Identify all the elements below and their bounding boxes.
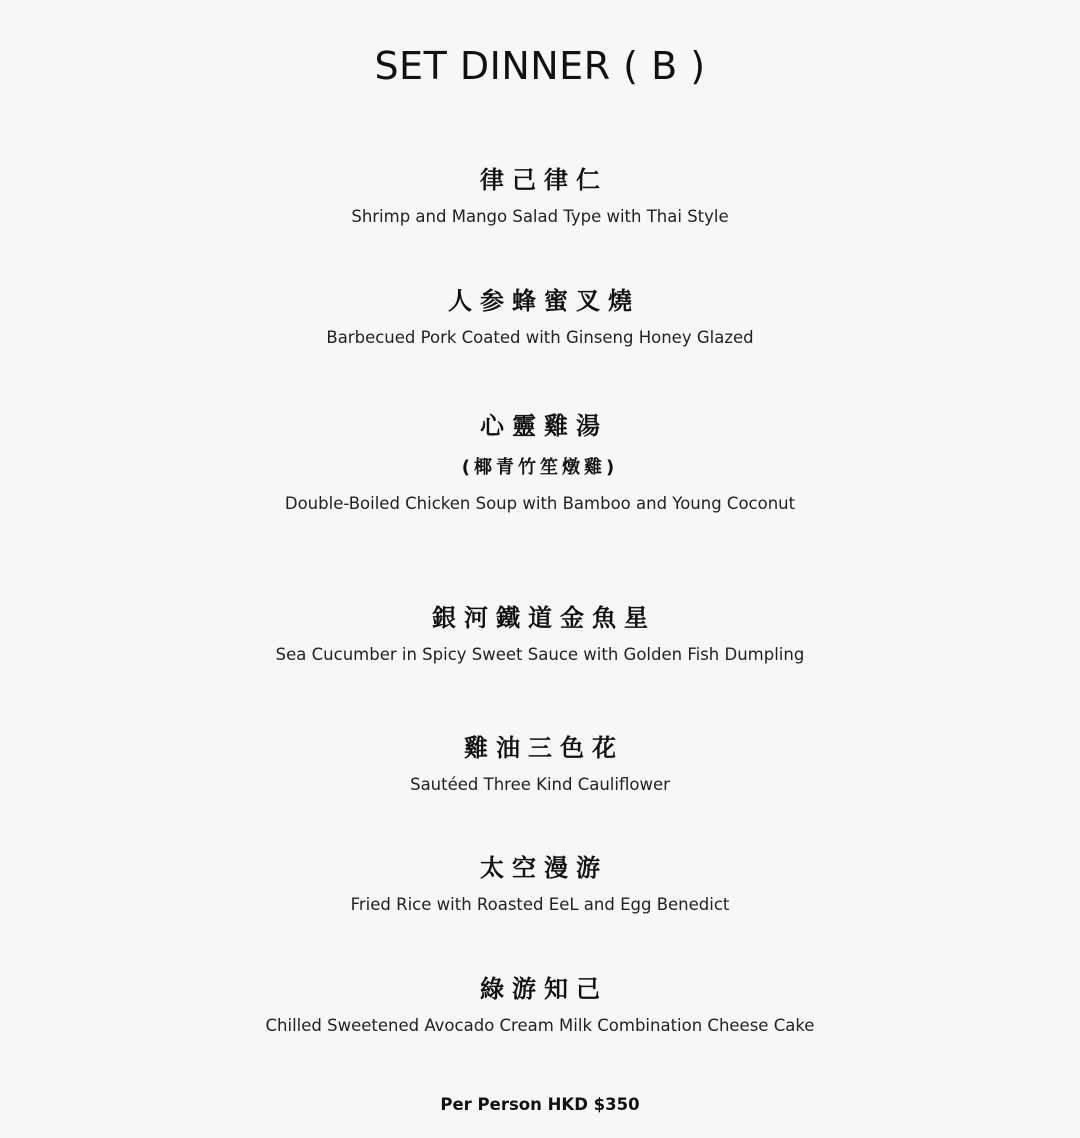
course-7-english-name: Chilled Sweetened Avocado Cream Milk Combination Cheese Cake (265, 1016, 815, 1035)
course-5-chinese-name: 雞油三色花 (464, 734, 624, 762)
price-per-person: Per Person HKD $350 (440, 1095, 640, 1114)
course-2-chinese-name: 人参蜂蜜叉燒 (448, 287, 640, 315)
course-4-english-name: Sea Cucumber in Spicy Sweet Sauce with Golden Fish Dumpling (275, 645, 805, 664)
course-5-english-name: Sautéed Three Kind Cauliflower (410, 775, 670, 794)
course-1-chinese-name: 律己律仁 (480, 166, 608, 194)
menu-title: SET DINNER ( B ) (374, 44, 706, 88)
course-3-chinese-name: 心靈雞湯 (480, 412, 608, 440)
course-2-english-name: Barbecued Pork Coated with Ginseng Honey Glazed (326, 328, 754, 347)
course-6-chinese-name: 太空漫游 (480, 854, 608, 882)
course-6-english-name: Fried Rice with Roasted EeL and Egg Benedict (350, 895, 730, 914)
course-4-chinese-name: 銀河鐵道金魚星 (432, 604, 656, 632)
course-7-chinese-name: 綠游知己 (480, 975, 608, 1003)
course-3-chinese-subtitle: (椰青竹笙燉雞) (461, 457, 619, 478)
course-1-english-name: Shrimp and Mango Salad Type with Thai Style (351, 207, 729, 226)
course-3-english-name: Double-Boiled Chicken Soup with Bamboo and Young Coconut (284, 494, 796, 513)
